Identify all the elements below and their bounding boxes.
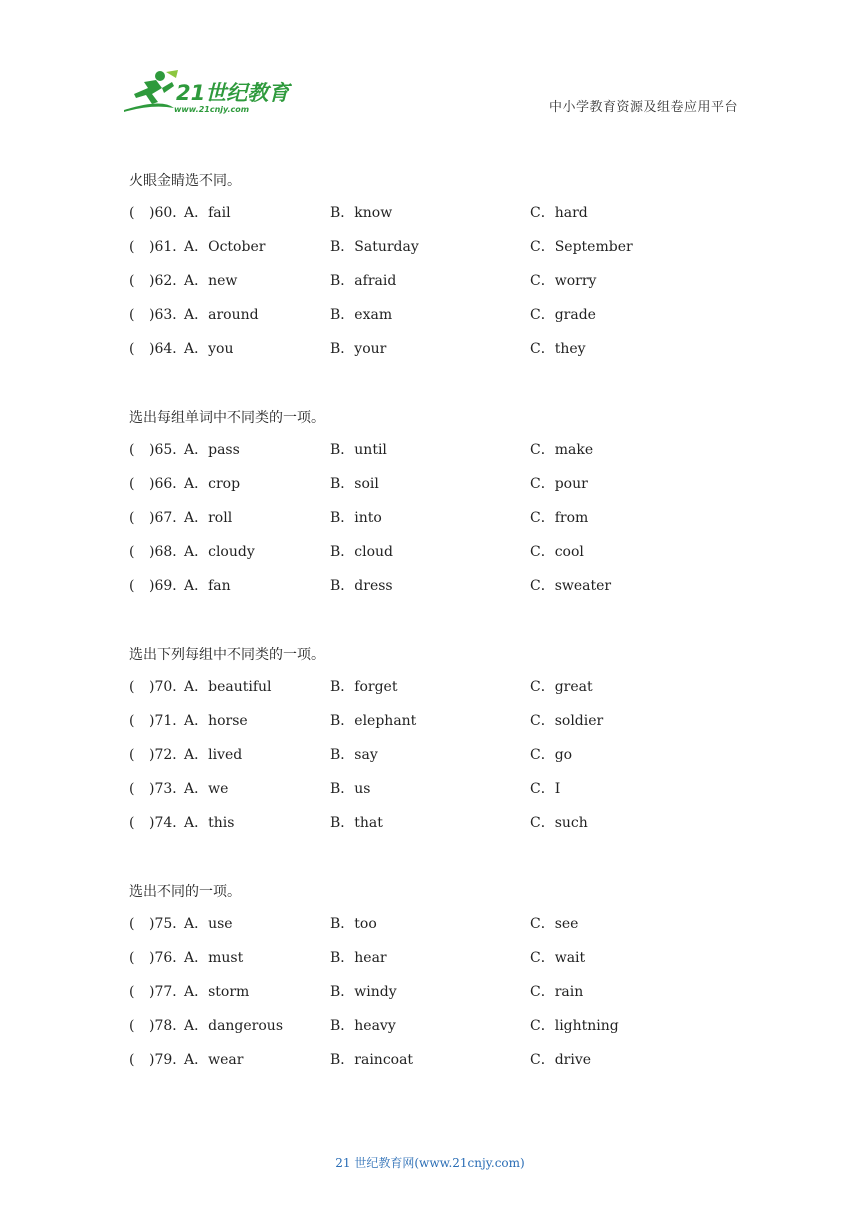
option-a: A．fail xyxy=(184,205,231,221)
answer-blank: ( xyxy=(129,544,135,560)
option-a: A．must xyxy=(184,950,244,966)
answer-blank: ( xyxy=(129,578,135,594)
option-c: C．September xyxy=(530,239,633,255)
option-b: B．into xyxy=(330,510,382,526)
option-b: B．your xyxy=(330,341,387,357)
option-c: C．make xyxy=(530,442,594,458)
logo xyxy=(122,68,292,116)
answer-blank: ( xyxy=(129,1018,135,1034)
question-row xyxy=(129,577,749,611)
option-c: C．such xyxy=(530,815,588,831)
option-a: A．wear xyxy=(184,1052,244,1068)
question-section xyxy=(129,407,749,611)
option-a: A．we xyxy=(184,781,229,797)
option-a: A．fan xyxy=(184,578,231,594)
answer-blank: ( xyxy=(129,984,135,1000)
option-b: B．cloud xyxy=(330,544,394,560)
option-b: B．know xyxy=(330,205,393,221)
answer-blank: ( xyxy=(129,815,135,831)
question-number: )61． xyxy=(149,239,187,255)
option-b: B．elephant xyxy=(330,713,417,729)
option-a: A．dangerous xyxy=(184,1018,284,1034)
option-b: B．forget xyxy=(330,679,398,695)
page-footer: 21 世纪教育网(www.21cnjy.com) xyxy=(335,1156,525,1170)
option-b: B．us xyxy=(330,781,371,797)
option-c: C．from xyxy=(530,510,589,526)
answer-blank: ( xyxy=(129,747,135,763)
option-a: A．October xyxy=(184,239,266,255)
question-row xyxy=(129,238,749,272)
answer-blank: ( xyxy=(129,239,135,255)
option-b: B．heavy xyxy=(330,1018,396,1034)
question-row xyxy=(129,543,749,577)
question-row xyxy=(129,746,749,780)
question-row xyxy=(129,306,749,340)
option-a: A．this xyxy=(184,815,235,831)
option-c: C．lightning xyxy=(530,1018,619,1034)
answer-blank: ( xyxy=(129,950,135,966)
question-number: )63． xyxy=(149,307,187,323)
option-c: C．see xyxy=(530,916,579,932)
section-title: 火眼金睛选不同。 xyxy=(129,173,241,189)
question-number: )71． xyxy=(149,713,187,729)
option-a: A．use xyxy=(184,916,233,932)
option-a: A．cloudy xyxy=(184,544,255,560)
option-c: C．pour xyxy=(530,476,588,492)
question-row xyxy=(129,983,749,1017)
question-number: )60． xyxy=(149,205,187,221)
answer-blank: ( xyxy=(129,916,135,932)
answer-blank: ( xyxy=(129,307,135,323)
option-c: C．wait xyxy=(530,950,586,966)
answer-blank: ( xyxy=(129,273,135,289)
option-c: C．soldier xyxy=(530,713,604,729)
section-title: 选出每组单词中不同类的一项。 xyxy=(129,410,325,426)
answer-blank: ( xyxy=(129,442,135,458)
option-b: B．raincoat xyxy=(330,1052,414,1068)
option-a: A．you xyxy=(184,341,234,357)
option-c: C．rain xyxy=(530,984,584,1000)
option-b: B．too xyxy=(330,916,377,932)
answer-blank: ( xyxy=(129,1052,135,1068)
question-number: )65． xyxy=(149,442,187,458)
question-row xyxy=(129,509,749,543)
answer-blank: ( xyxy=(129,510,135,526)
option-a: A．lived xyxy=(184,747,243,763)
option-c: C．worry xyxy=(530,273,597,289)
question-number: )70． xyxy=(149,679,187,695)
option-b: B．Saturday xyxy=(330,239,419,255)
option-a: A．beautiful xyxy=(184,679,272,695)
option-c: C．hard xyxy=(530,205,588,221)
question-number: )67． xyxy=(149,510,187,526)
section-title: 选出不同的一项。 xyxy=(129,884,241,900)
question-number: )64． xyxy=(149,341,187,357)
answer-blank: ( xyxy=(129,341,135,357)
answer-blank: ( xyxy=(129,781,135,797)
question-number: )73． xyxy=(149,781,187,797)
question-row xyxy=(129,814,749,848)
option-a: A．crop xyxy=(184,476,241,492)
option-c: C．grade xyxy=(530,307,596,323)
worksheet-content xyxy=(129,170,749,1118)
question-row xyxy=(129,441,749,475)
option-c: C．they xyxy=(530,341,586,357)
option-c: C．great xyxy=(530,679,593,695)
question-row xyxy=(129,780,749,814)
question-number: )72． xyxy=(149,747,187,763)
question-number: )76． xyxy=(149,950,187,966)
question-number: )62． xyxy=(149,273,187,289)
question-row xyxy=(129,1017,749,1051)
question-number: )69． xyxy=(149,578,187,594)
option-c: C．cool xyxy=(530,544,584,560)
question-section xyxy=(129,170,749,374)
section-title: 选出下列每组中不同类的一项。 xyxy=(129,647,325,663)
question-row xyxy=(129,915,749,949)
option-b: B．afraid xyxy=(330,273,397,289)
option-a: A．storm xyxy=(184,984,250,1000)
option-b: B．until xyxy=(330,442,387,458)
option-a: A．around xyxy=(184,307,259,323)
option-c: C．I xyxy=(530,781,561,797)
option-b: B．windy xyxy=(330,984,397,1000)
logo-subtext: www.21cnjy.com xyxy=(174,105,250,114)
option-b: B．say xyxy=(330,747,378,763)
option-a: A．pass xyxy=(184,442,240,458)
question-section xyxy=(129,881,749,1085)
question-row xyxy=(129,949,749,983)
option-c: C．sweater xyxy=(530,578,612,594)
question-row xyxy=(129,1051,749,1085)
option-a: A．horse xyxy=(184,713,248,729)
question-row xyxy=(129,204,749,238)
question-number: )77． xyxy=(149,984,187,1000)
option-a: A．new xyxy=(184,273,238,289)
question-number: )68． xyxy=(149,544,187,560)
question-row xyxy=(129,475,749,509)
option-b: B．hear xyxy=(330,950,387,966)
question-number: )79． xyxy=(149,1052,187,1068)
option-a: A．roll xyxy=(184,510,233,526)
option-c: C．drive xyxy=(530,1052,592,1068)
logo-text: 21世纪教育 xyxy=(176,81,290,105)
answer-blank: ( xyxy=(129,476,135,492)
option-b: B．dress xyxy=(330,578,393,594)
answer-blank: ( xyxy=(129,713,135,729)
option-b: B．exam xyxy=(330,307,393,323)
question-row xyxy=(129,340,749,374)
option-b: B．that xyxy=(330,815,383,831)
question-number: )78． xyxy=(149,1018,187,1034)
question-number: )66． xyxy=(149,476,187,492)
question-section xyxy=(129,644,749,848)
answer-blank: ( xyxy=(129,679,135,695)
question-row xyxy=(129,712,749,746)
option-b: B．soil xyxy=(330,476,379,492)
question-number: )75． xyxy=(149,916,187,932)
option-c: C．go xyxy=(530,747,573,763)
page-header xyxy=(0,0,860,140)
question-row xyxy=(129,272,749,306)
question-number: )74． xyxy=(149,815,187,831)
question-row xyxy=(129,678,749,712)
answer-blank: ( xyxy=(129,205,135,221)
platform-title: 中小学教育资源及组卷应用平台 xyxy=(549,100,739,115)
